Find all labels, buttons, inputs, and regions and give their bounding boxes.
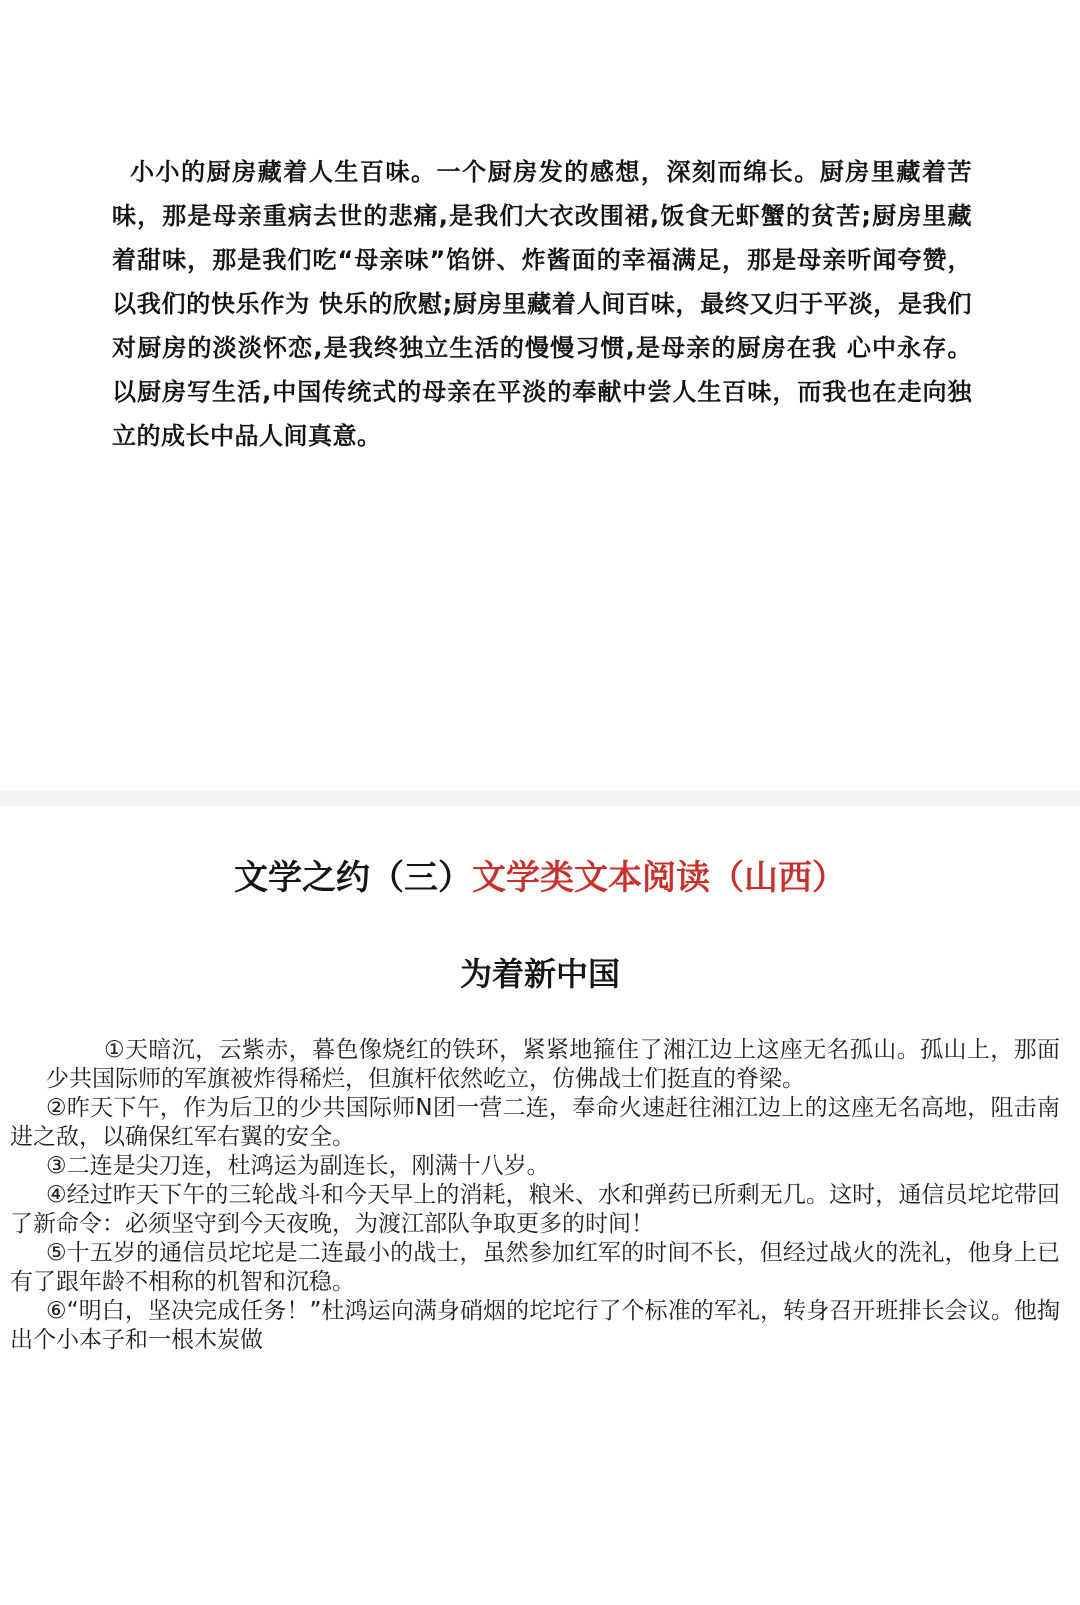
summary-paragraph: 小小的厨房藏着人生百味。一个厨房发的感想，深刻而绵长。厨房里藏着苦味，那是母亲重病去世的悲痛,是我们大衣改围裙,饭食无虾蟹的贫苦;厨房里藏着甜味，那是我们吃“母亲味”馅饼、炸酱面的幸福满足，那是母亲听闻夸赞，以我们的快乐作为 快乐的欣慰;厨房里藏着人间百味，最终又归于平淡，是我们对厨房的淡淡怀恋,是我终独立生活的慢慢习惯,是母亲的厨房在我 心中永存。以厨房写生活,中国传统式的母亲在平淡的奉献中尝人生百味，而我也在走向独立的成长中品人间真意。 <box>112 158 972 450</box>
section-heading-subtitle: 文学类文本阅读（山西） <box>472 858 846 898</box>
story-paragraph-4: ④经过昨天下午的三轮战斗和今天早上的消耗，粮米、水和弹药已所剩无几。这时，通信员坨坨带回了新命令：必须坚守到今天夜晚，为渡江部队争取更多的时间！ <box>10 1182 1060 1237</box>
story-paragraph-2: ②昨天下午，作为后卫的少共国际师N团一营二连，奉命火速赶往湘江边上的这座无名高地，阻击南进之敌，以确保红军右翼的安全。 <box>10 1095 1060 1150</box>
story-body <box>10 1036 1060 1355</box>
section-heading-series: 文学之约（三） <box>234 858 472 898</box>
section-heading <box>0 856 1080 900</box>
story-title: 为着新中国 <box>459 955 620 993</box>
story-paragraph-5: ⑤十五岁的通信员坨坨是二连最小的战士，虽然参加红军的时间不长，但经过战火的洗礼，他身上已有了跟年龄不相称的机智和沉稳。 <box>10 1240 1060 1295</box>
story-paragraph-6: ⑥“明白，坚决完成任务！”杜鸿运向满身硝烟的坨坨行了个标准的军礼，转身召开班排长会议。他掏出个小本子和一根木炭做 <box>10 1298 1060 1353</box>
story-paragraph-3: ③二连是尖刀连，杜鸿运为副连长，刚满十八岁。 <box>46 1153 550 1179</box>
story-paragraph-1: ①天暗沉，云紫赤，暮色像烧红的铁环，紧紧地箍住了湘江边上这座无名孤山。孤山上，那面少共国际师的军旗被炸得稀烂，但旗杆依然屹立，仿佛战士们挺直的脊梁。 <box>46 1037 1060 1092</box>
